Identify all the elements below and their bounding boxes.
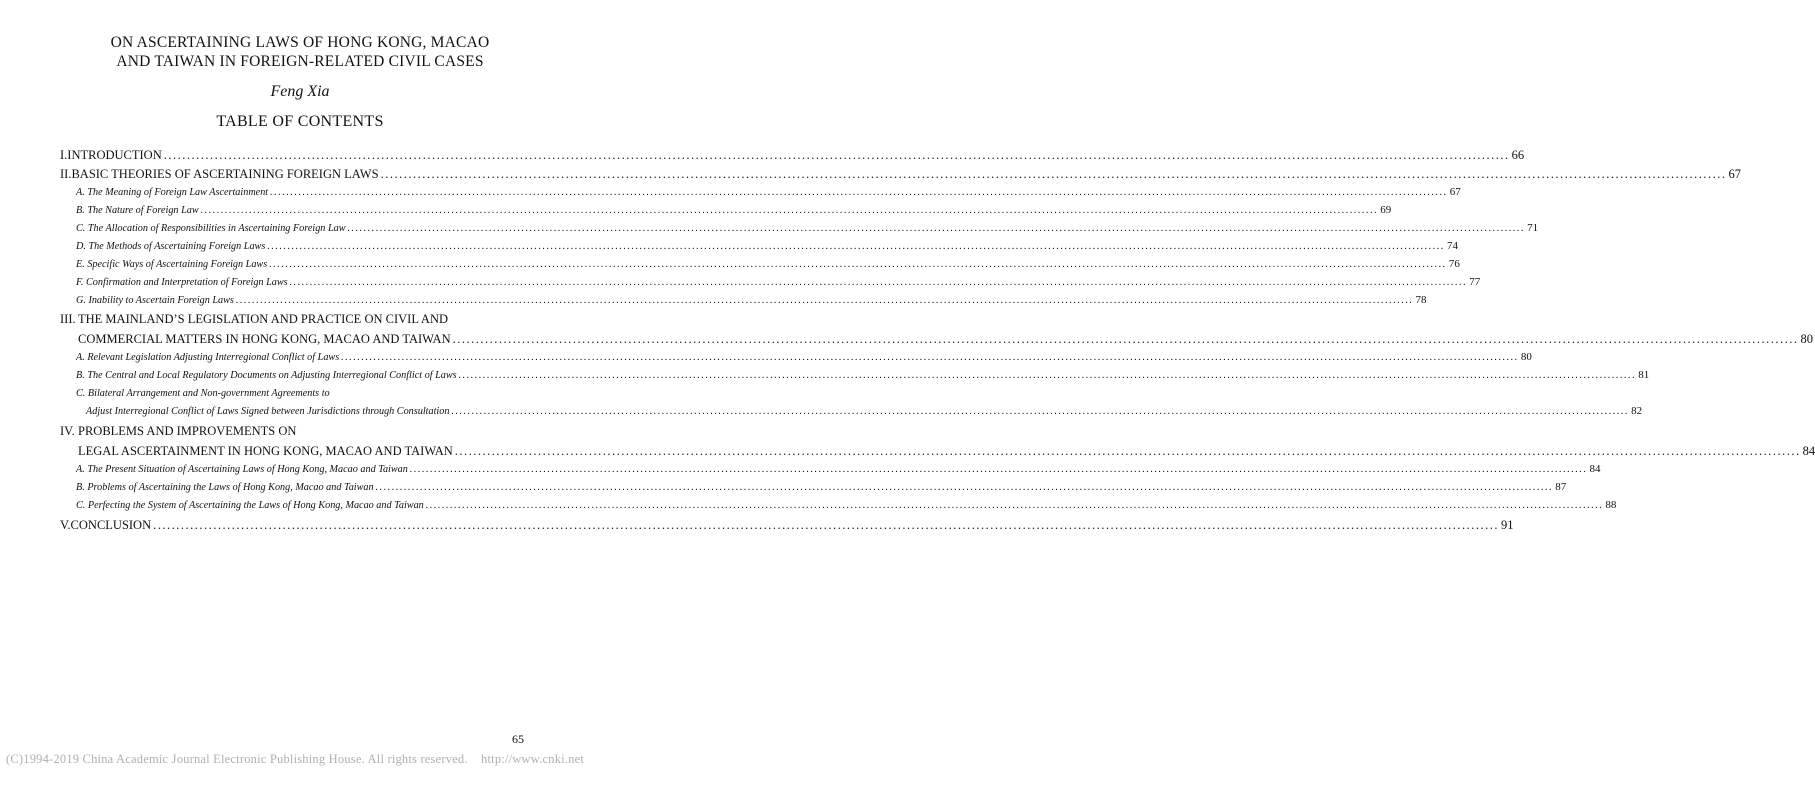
toc-leader-dots [381, 165, 1727, 183]
toc-leader-dots [453, 330, 1799, 348]
toc-leader-dots [164, 146, 1510, 164]
toc-subentry-title: Adjust Interregional Conflict of Laws Signed between Jurisdictions through Consultation [86, 406, 450, 417]
toc-subentry-3c[interactable] [76, 385, 542, 402]
toc-subentry-title: A. The Present Situation of Ascertaining Laws of Hong Kong, Macao and Taiwan [76, 464, 408, 475]
toc-subentry-3c-cont[interactable] [86, 403, 1643, 420]
toc-subentry-2e[interactable] [76, 256, 1460, 273]
toc-entry-mainland-legislation[interactable] [60, 310, 542, 328]
article-title-line-1: ON ASCERTAINING LAWS OF HONG KONG, MACAO [110, 34, 490, 51]
toc-entry-page: 91 [1500, 518, 1514, 532]
toc-subentry-page: 81 [1638, 369, 1650, 381]
footer-url-link[interactable]: http://www.cnki.net [481, 752, 585, 766]
toc-entry-problems-improvements[interactable] [60, 422, 542, 440]
toc-subentry-page: 76 [1448, 258, 1460, 270]
toc-subentry-page: 67 [1449, 186, 1461, 198]
toc-entry-page: 66 [1511, 148, 1525, 162]
toc-entry-title: BASIC THEORIES OF ASCERTAINING FOREIGN LAWS [71, 167, 379, 181]
toc-entry-problems-improvements-cont[interactable] [78, 442, 1815, 460]
toc-subentry-page: 87 [1555, 481, 1567, 493]
toc-leader-dots [410, 461, 1588, 478]
toc-entry-number: IV. [60, 424, 75, 438]
toc-leader-dots [455, 442, 1801, 460]
toc-subentry-2f[interactable] [76, 274, 1481, 291]
toc-subentry-page: 71 [1527, 222, 1539, 234]
copyright-text: (C)1994-2019 China Academic Journal Electronic Publishing House. All rights reserved. [6, 752, 468, 766]
toc-leader-dots [341, 349, 1519, 366]
toc-entry-number: III. [60, 312, 76, 326]
toc-leader-dots [348, 220, 1526, 237]
toc-leader-dots [153, 516, 1499, 534]
toc-subentry-page: 88 [1605, 499, 1617, 511]
toc-entry-title: PROBLEMS AND IMPROVEMENTS ON [78, 424, 297, 438]
toc-entry-title: COMMERCIAL MATTERS IN HONG KONG, MACAO AND TAIWAN [78, 332, 451, 346]
toc-subentry-title: G. Inability to Ascertain Foreign Laws [76, 295, 234, 306]
toc-subentry-page: 82 [1631, 405, 1643, 417]
toc-subentry-2b[interactable] [76, 202, 1392, 219]
toc-leader-dots [290, 274, 1468, 291]
toc-entry-title: THE MAINLAND’S LEGISLATION AND PRACTICE ON CIVIL AND [78, 312, 449, 326]
toc-entry-number: II. [60, 167, 72, 181]
page-number: 65 [512, 732, 524, 746]
toc-entry-introduction[interactable] [60, 146, 1525, 164]
toc-entry-title: CONCLUSION [70, 518, 152, 532]
toc-leader-dots [451, 403, 1629, 420]
copyright-footer [6, 752, 596, 767]
toc-subentry-title: C. Bilateral Arrangement and Non-government Agreements to [76, 388, 330, 399]
toc-entry-page: 84 [1802, 444, 1815, 458]
toc-subentry-page: 69 [1380, 204, 1392, 216]
toc-subentry-2c[interactable] [76, 220, 1539, 237]
toc-subentry-title: B. The Nature of Foreign Law [76, 205, 199, 216]
article-title-line-2: AND TAIWAN IN FOREIGN-RELATED CIVIL CASES [116, 53, 484, 70]
toc-leader-dots [201, 202, 1379, 219]
toc-leader-dots [269, 256, 1447, 273]
toc-subentry-page: 80 [1520, 351, 1532, 363]
toc-subentry-4c[interactable] [76, 497, 1617, 514]
toc-subentry-title: C. The Allocation of Responsibilities in Ascertaining Foreign Law [76, 223, 346, 234]
toc-entry-basic-theories[interactable] [60, 165, 1741, 183]
toc-leader-dots [426, 497, 1604, 514]
toc-subentry-4a[interactable] [76, 461, 1601, 478]
toc-subentry-title: B. The Central and Local Regulatory Documents on Adjusting Interregional Conflict of Laws [76, 370, 457, 381]
toc-entry-title: INTRODUCTION [67, 148, 162, 162]
toc-subentry-3a[interactable] [76, 349, 1532, 366]
toc-subentry-2d[interactable] [76, 238, 1458, 255]
toc-entry-number: I. [60, 148, 68, 162]
toc-subentry-page: 74 [1446, 240, 1458, 252]
toc-entry-mainland-legislation-cont[interactable] [78, 330, 1813, 348]
toc-entry-title: LEGAL ASCERTAINMENT IN HONG KONG, MACAO AND TAIWAN [78, 444, 453, 458]
toc-heading: TABLE OF CONTENTS [216, 113, 384, 130]
toc-leader-dots [267, 238, 1445, 255]
toc-entry-conclusion[interactable] [60, 516, 1514, 534]
toc-subentry-title: A. The Meaning of Foreign Law Ascertainment [76, 187, 269, 198]
toc-subentry-page: 78 [1415, 294, 1427, 306]
toc-subentry-title: C. Perfecting the System of Ascertaining the Laws of Hong Kong, Macao and Taiwan [76, 500, 424, 511]
toc-subentry-title: E. Specific Ways of Ascertaining Foreign Laws [76, 259, 268, 270]
toc-subentry-page: 77 [1469, 276, 1481, 288]
toc-leader-dots [376, 479, 1554, 496]
toc-subentry-title: B. Problems of Ascertaining the Laws of Hong Kong, Macao and Taiwan [76, 482, 374, 493]
toc-subentry-title: A. Relevant Legislation Adjusting Interregional Conflict of Laws [76, 352, 340, 363]
toc-subentry-3b[interactable] [76, 367, 1650, 384]
toc-entry-page: 67 [1728, 167, 1741, 181]
toc-leader-dots [459, 367, 1637, 384]
toc-leader-dots [270, 184, 1448, 201]
author-name: Feng Xia [270, 83, 330, 100]
toc-subentry-4b[interactable] [76, 479, 1567, 496]
toc-subentry-title: F. Confirmation and Interpretation of Foreign Laws [76, 277, 288, 288]
toc-entry-number: V. [60, 518, 71, 532]
toc-subentry-page: 84 [1589, 463, 1601, 475]
toc-leader-dots [236, 292, 1414, 309]
toc-entry-page: 80 [1800, 332, 1813, 346]
toc-subentry-title: D. The Methods of Ascertaining Foreign Laws [76, 241, 266, 252]
toc-subentry-2a[interactable] [76, 184, 1461, 201]
toc-subentry-2g[interactable] [76, 292, 1427, 309]
